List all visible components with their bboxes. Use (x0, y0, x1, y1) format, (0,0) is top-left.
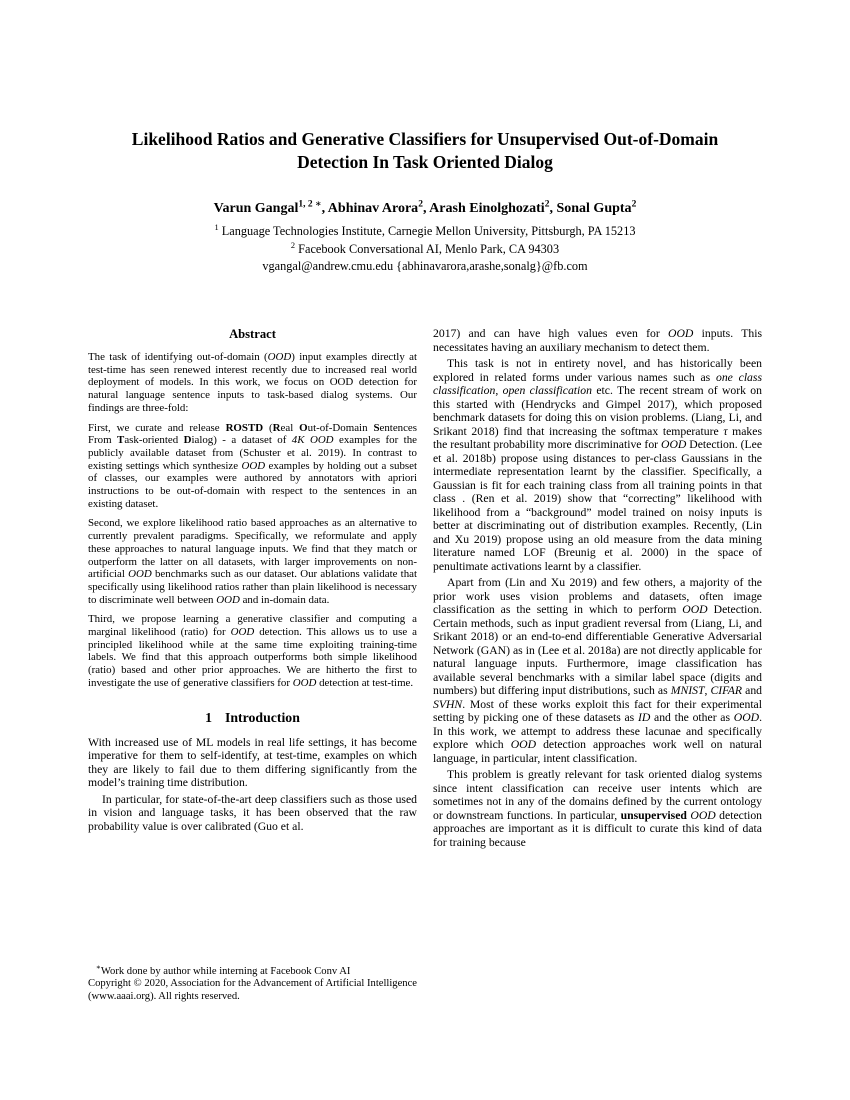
right-column (433, 327, 762, 1003)
abstract-paragraph: First, we curate and release ROSTD (Real Out-of-Domain Sentences From Task-oriented Dialog) - a dataset of 4K OOD examples for the publicly available dataset from (Schuster et al. 2019). In contrast to existing settings which synthesize OOD examples by holding out a subset of classes, our examples were authored by annotators with apriori instructions to be out-of-domain with respect to the sentences in an existing dataset. (88, 421, 418, 510)
body-paragraph: This problem is greatly relevant for task oriented dialog systems since intent classification can receive user intents which are sometimes not in any of the domains defined by the current ontology or downstream functions. In particular, unsupervised OOD detection approaches are important as it is difficult to curate this kind of data for training because (433, 768, 763, 849)
body-paragraph: Apart from (Lin and Xu 2019) and few others, a majority of the prior work uses vision problems and datasets, often image classification as the setting in which to perform OOD Detection. Certain methods, such as input gradient reversal from (Liang, Li, and Srikant 2018) or an end-to-end differentiable Generative Adversarial Network (GAN) as in (Lee et al. 2018a) are not directly applicable for natural language inputs. Furthermore, image classification has available several benchmarks with a similar label space (digits and numbers) but differing input distributions, such as MNIST, CIFAR and SVHN. Most of these works exploit this fact for their experimental setting by picking one of these datasets as ID and the other as OOD. In this work, we attempt to address these lacunae and specifically explore which OOD detection approaches work well on natural language, in particular, intent classification. (433, 576, 763, 765)
abstract-body (88, 351, 417, 697)
footnote-work-note: ∗Work done by author while interning at Facebook Conv AI (96, 963, 351, 978)
intro-paragraph: With increased use of ML models in real life settings, it has become imperative for them to self-identify, at test-time, examples on which they are likely to fail due to them differing significantly from the model’s training time distribution. (88, 735, 417, 790)
footnote-block (88, 963, 417, 1003)
paper-title-line-1: Likelihood Ratios and Generative Classifiers for Unsupervised Out-of-Domain (131, 129, 719, 149)
paper-title (70, 128, 780, 174)
authors-line: Varun Gangal$^{1, 2 ∗}$, Abhinav Arora$^2$, Arash Einolghozati$^2$, Sonal Gupta$^2$ (213, 199, 637, 217)
paper-title-line-2: Detection In Task Oriented Dialog (297, 152, 553, 173)
section-label: Introduction (225, 709, 300, 725)
two-column-body (88, 327, 762, 1003)
affiliation-2: $^2$ Facebook Conversational AI, Menlo Park, CA 94303 (290, 241, 560, 257)
section-heading-introduction (88, 710, 417, 726)
affiliation-1: $^1$ Language Technologies Institute, Carnegie Mellon University, Pittsburgh, PA 15213 (214, 223, 636, 239)
body-paragraph: 2017) and can have high values even for OOD inputs. This necessitates having an auxiliary mechanism to detect them. (433, 327, 762, 354)
left-column (88, 327, 417, 1003)
abstract-paragraph: The task of identifying out-of-domain (OOD) input examples directly at test-time has seen renewed interest recently due to increased real world deployment of models. In this work, we focus on OOD detection for natural language sentence inputs to task-based dialog systems. Our findings are three-fold: (88, 351, 417, 414)
abstract-paragraph: Second, we explore likelihood ratio based approaches as an alternative to currently prevalent paradigms. Specifically, we reformulate and apply these approaches to natural language inputs. We find that they match or outperform the latter on all datasets, with larger improvements on non-artificial OOD benchmarks such as our dataset. Our ablations validate that specifically using likelihood ratios rather than plain likelihood is necessary to discriminate well between OOD and in-domain data. (88, 517, 417, 606)
abstract-paragraph: Third, we propose learning a generative classifier and computing a marginal likelihood (ratio) for OOD detection. This allows us to use a principled likelihood while at the same time exploiting training-time labels. We find that this approach outperforms both simple likelihood (ratio) based and other prior approaches. We are hitherto the first to investigate the use of generative classifiers for OOD detection at test-time. (88, 613, 417, 689)
abstract-heading: Abstract (229, 327, 276, 341)
body-paragraph: This task is not in entirety novel, and has historically been explored in related forms under various names such as one class classification, open classification etc. The recent stream of work on this started with (Hendrycks and Gimpel 2017), which proposed benchmark datasets for doing this on vision problems. (Liang, Li, and Srikant 2018) find that increasing the softmax temperature τ makes the resultant probability more discriminative for OOD Detection. (Lee et al. 2018b) propose using distances to per-class Gaussians in the intermediate representation learnt by the classifier. Specifically, a Gaussian is fit for each training class from all training points in that class . (Ren et al. 2019) show that “correcting” likelihood with likelihood from a “background” model trained on noisy inputs is better at discriminating out of distribution examples. Recently, (Lin and Xu 2019) propose using an old measure from the data mining literature named LOF (Breunig et al. 2000) in the space of penultimate activations learnt by a classifier. (433, 357, 763, 573)
email-line: vgangal@andrew.cmu.edu {abhinavarora,arashe,sonalg}@fb.com (262, 259, 588, 274)
footnote-copyright: Copyright © 2020, Association for the Advancement of Artificial Intelligence (www.aaai.org). All rights reserved. (88, 978, 417, 1002)
section-number: 1 (205, 709, 212, 725)
title-block (0, 128, 850, 274)
intro-paragraph: In particular, for state-of-the-art deep classifiers such as those used in vision and language tasks, it has been observed that the raw probability value is over calibrated (Guo et al. (88, 792, 417, 833)
